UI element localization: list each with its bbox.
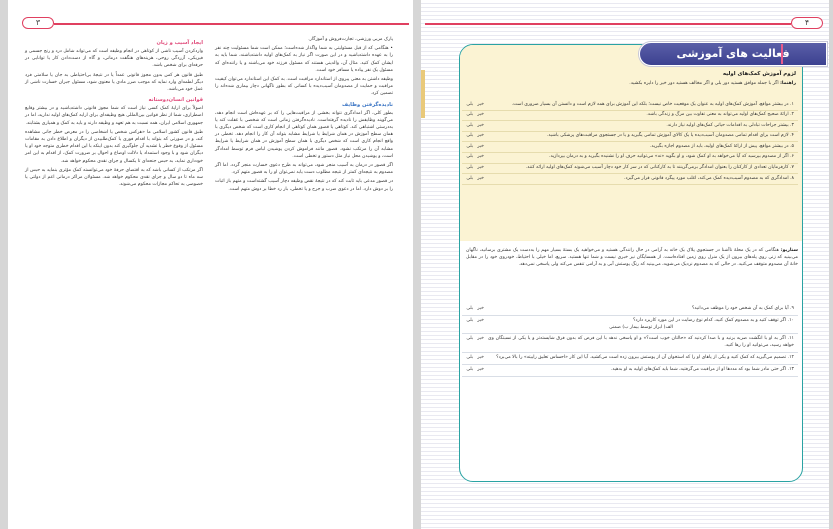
yes-option[interactable]: بلی xyxy=(466,336,473,342)
statement-row xyxy=(462,174,798,185)
text-column-left xyxy=(25,36,203,190)
no-option[interactable]: خیر xyxy=(477,154,484,160)
yes-option[interactable]: بلی xyxy=(466,143,473,149)
question-text: ۱۱. اگر به او با انگشت ضربه بزنید و با صدا کردنید که «حالتان خوب است؟» و او پاسخی ندهد با این فرض که بدون فرق شایسته‌تر و یا یکی از نسبتگان وی خواهد رسید، می‌توانید او را رها کنید. xyxy=(488,336,794,349)
no-option[interactable]: خیر xyxy=(477,101,484,107)
no-option[interactable]: خیر xyxy=(477,366,484,372)
text-column-right xyxy=(215,36,393,195)
yes-option[interactable]: بلی xyxy=(466,154,473,160)
yes-option[interactable]: بلی xyxy=(466,317,473,323)
no-option[interactable]: خیر xyxy=(477,317,484,323)
paragraph: بطور کلی، اگر امدادگری نتواند بخشی از مراقبت‌هایی را که بر عهده‌اش است انجام دهد، می‌گویند وظایفش را نادیده گرفته‌است. نادیده‌گرفتن زمانی است که شخصی با غفلت کند یا به‌درستی اشتباهی کند. کوتاهی یا قصور همان کوتاهی از انجام کاری است که شخص دیگری با همان سطح آموزش در همان شرایط یا شرایط مشابه بتواند آن کار را انجام دهد. تخطی در واقع انجام کاری است که شخص دیگری با همان سطح آموزش در همان شرایط یا شرایط مشابه آن را مرتکب نشود. قصور مانند فراموش کردن پوشیدن لباس فرم توسط امدادگر است، و پوشیدن محل نیاز مثل دستور و تخطی است. xyxy=(215,110,393,159)
question-body: ۱۰. اگر توقف کنید و به مصدوم کمک کنید، کدام نوع رضایت در این مورد کاربرد دارد؟ xyxy=(633,317,794,323)
statement-text: ۶. اگر از مصدوم بپرسید که آیا می‌خواهد به او کمک شود، و او بگوید «نه» می‌توانید حرف او را نشنیده بگیرید و به درمان بپردازید. xyxy=(549,154,794,160)
yes-option[interactable]: بلی xyxy=(466,133,473,139)
right-page xyxy=(421,0,829,529)
no-option[interactable]: خیر xyxy=(477,175,484,181)
statement-row xyxy=(462,100,798,111)
yes-option[interactable]: بلی xyxy=(466,354,473,360)
statement-list xyxy=(462,100,798,185)
section-heading: قوانین انسان‌دوستانه xyxy=(148,97,203,104)
no-option[interactable]: خیر xyxy=(477,122,484,128)
paragraph: وظیفه داشتن به معنی پیروی از استاندارد مراقبت است. به کمک این استاندارد می‌توان کیفیت مراقبت و حمایت از مصدومان آسیب‌دیده با کسانی که بطور ناگهانی دچار بیماری شده‌اند را تضمین کرد. xyxy=(215,77,393,97)
no-option[interactable]: خیر xyxy=(477,165,484,171)
guide-body: اگر با جمله موافق هستید دور بلی و اگر مخالف هستید دور خیر را دایره بکشید. xyxy=(629,81,781,86)
title-accent xyxy=(781,44,789,64)
yes-option[interactable]: بلی xyxy=(466,175,473,181)
scenario-questions xyxy=(462,304,798,377)
question-text: ۱۲. تصمیم می‌گیرید که کمک کنید و یکی از پاهای او را که استخوان آن از پوستش بیرون زده است می‌کشید. آیا این کار «احساس تعلیق راییته» را بالا می‌برد؟ xyxy=(496,354,794,360)
left-page xyxy=(8,0,413,529)
yes-option[interactable]: بلی xyxy=(466,366,473,372)
paragraph: • هنگامی که از قبل مسئولیتی به شما واگذار شده‌است؛ ممکن است شما مسئولیت چند نفر را به عهده داشته‌باشید و در این صورت اگر نیاز به کمک‌های اولیه داشته‌باشند، شما باید به ایشان کمک کنید. مثال آن، والدینی هستند که مسئول فرزند خود می‌باشند و یا راننده‌ای که مسئول یک نفر پیاده یا مسافر خود است. xyxy=(215,46,393,73)
question-text: ۹. آیا برای کمک به آن شخص خود را موظف می‌دانید؟ xyxy=(691,306,794,311)
statement-row xyxy=(462,153,798,164)
statement-text: ۷. کارفرمایان تعدادی از کارکنان را بعنوان امدادگر برمی‌گزینند تا به کارکنانی که در سر کار خود دچار آسیب می‌شوند کمک‌های اولیه ارائه کنند. xyxy=(525,165,794,171)
yes-option[interactable]: بلی xyxy=(466,112,473,118)
statement-row xyxy=(462,121,798,132)
section-heading: ایجاد آسیب و زیان xyxy=(156,40,203,46)
question-row xyxy=(462,365,798,377)
yes-option[interactable]: بلی xyxy=(466,122,473,128)
question-options: الف) ابراز توسط بیمار ب) ضمنی xyxy=(609,324,673,330)
no-option[interactable]: خیر xyxy=(477,306,484,311)
question-text: ۱۳. اگر حتی مادر شما بود که مددها او از مراقبت می‌گرفتید، شما باید کمک‌های اولیه به او بدهید. xyxy=(610,366,794,372)
yes-option[interactable]: بلی xyxy=(466,101,473,107)
no-option[interactable]: خیر xyxy=(477,133,484,139)
statement-text: ۴. لازم است برای اقدام تمامی مصدومان آسیب‌دیده یا یک کالای آموزش تمامی یگیرید و یا در جستجوی مراقبت‌های پزشکی باشید. xyxy=(546,133,794,139)
page-number: ۳ xyxy=(22,17,54,29)
no-option[interactable]: خیر xyxy=(477,354,484,360)
question-row xyxy=(462,334,798,353)
statement-row xyxy=(462,111,798,122)
statement-row xyxy=(462,132,798,143)
section-heading: نادیده‌گرفتن وظایف xyxy=(342,101,393,108)
header-rule xyxy=(54,23,409,25)
question-text xyxy=(484,318,798,332)
yes-option[interactable]: بلی xyxy=(466,165,473,171)
scenario-label: سناریو: xyxy=(780,248,798,253)
guide-label: راهنما: xyxy=(780,81,796,86)
no-option[interactable]: خیر xyxy=(477,143,484,149)
header-rule xyxy=(425,23,791,25)
statement-text: ۵. در بیشتر مواقع، پیش از ارائهٔ کمک‌های اولیه، باید از مصدوم اجازه بگیرید. xyxy=(649,143,794,149)
no-option[interactable]: خیر xyxy=(477,112,484,118)
paragraph: طبق قانون کشور اسلامی ما «هرکس شخص یا اشخاصی را در معرض خطر جانی مشاهده کند، و در صورتی که بتواند با اقدام فوری یا کمک‌طلبیدن از دیگران و اطلاع دادن به مقامات مسئول از وقوع خطر یا تشدید آن جلوگیری کند بدون اینکه با این اقدام خطری متوجه خود او یا دیگران شود و با وجود استمداد یا دلالت اوضاع و احوال بر ضرورت کمک، از اقدام به این امر خودداری نماید، به حبس جنحه‌ای تا یکسال و جزای نقدی محکوم خواهد شد. xyxy=(25,129,203,164)
paragraph: طبق قانون هر کس بدون مجوز قانونی عمداً یا در نتیجهٔ بی‌احتیاطی به جان یا سلامتی فرد دیگر لطمه‌ای وارد نماید که موجب ضرر مادی یا معنوی شود، مسئول جبران خسارت ناشی از عمل خود می‌باشد. xyxy=(25,72,203,93)
question-row xyxy=(462,304,798,316)
question-row xyxy=(462,353,798,365)
scenario-body: هنگامی که در یک محلهٔ ناآشنا در جستجوی پلاک یک خانه به آرامی در حال رانندگی هستید و می‌خواهید یک بستهٔ بسیار مهم را به‌دست یک مشتری برسانید، ناگهان می‌بینید که زنی روی پله‌های بیرون از یک منزل روی زمین افتاده‌است. از همسایگان نیز خبری نیست و شما تنها هستید. سریع، اما خیلی با احتیاط، خودروی خود را در مقابل خانهٔ آن مصدوم متوقف می‌کنید. در حالی که به مصدوم نزدیک می‌شوید، می‌بینید که رنگ پوستش آبی و به آرامی تنفس می‌کند ولی پاسخی نمی‌دهد. xyxy=(466,248,798,267)
margin-marker xyxy=(421,70,425,118)
activity-title: فعالیت های آموزشی xyxy=(639,42,827,66)
activity-subtitle: لزوم آموزش کمک‌های اولیه xyxy=(722,71,796,77)
yes-option[interactable]: بلی xyxy=(466,306,473,311)
statement-text: ۱. در بیشتر مواقع، آموزش کمک‌های اولیه به عنوان یک موقعیت خاص نیست؛ بلکه این آموزش برای همه لازم است و دانستن آن بسیار ضروری است. xyxy=(511,101,794,107)
paragraph: اگر قصور در درمان به آسیب منجر شود، می‌تواند به طرح دعوی خسارت منجر گردد. اما اگر مصدوم به نتیجه‌ای کمتر از نتیجه مطلوب دست یابد نمی‌توان او را به قصور متهم کرد. xyxy=(215,163,393,176)
statement-row xyxy=(462,164,798,175)
question-row xyxy=(462,316,798,335)
scenario-text xyxy=(466,247,798,268)
paragraph: پارک مربی ورزشی، تجارت‌فروش و آموزگار. xyxy=(308,37,393,42)
statement-text: ۸. امدادگری که به مصدوم آسیب‌دیده کمک می‌کند، اغلب مورد پیگرد قانونی قرار می‌گیرد. xyxy=(624,175,794,181)
paragraph: اگر مرتکب از کسانی باشد که به اقتضای حرفهٔ خود می‌توانسته کمک مؤثری بنماید به حبس از سه ماه تا دو سال و جزای نقدی محکوم خواهد شد. مسئولان مراکز درمانی اعم از دولتی یا خصوصی به تحاکم مجازات محکوم می‌شوند. xyxy=(25,167,203,188)
paragraph: اصولاً برای ارایهٔ کمک کسی نیاز است که شما مجوز قانونی داشته‌باشید و در بیشتر وقایع اضطراری، شما از نظر قوانین بین‌المللی هیچ وظیفه‌ای برای ارایه کمک‌های اولیه ندارید، اما در جمهوری اسلامی ایران، همه نسبت به هم تعهد و وظیفه دارند و باید به کمک و همیاری بشتابند. xyxy=(25,106,203,126)
guide-text xyxy=(466,81,796,86)
statement-row xyxy=(462,142,798,153)
no-option[interactable]: خیر xyxy=(477,336,484,342)
statement-text: ۳. بیشتر جراحات تبادلی به اقدامات حیاتی کمک‌های اولیه نیاز دارند. xyxy=(666,122,794,128)
paragraph: وارد‌کردن آسیب ناشی از کوتاهی در انجام وظیفه است که می‌تواند شامل درد و رنج جسمی و فیزیکی، آزردگی روحی، هزینه‌های هنگفت درمانی، و گاه از دست‌دادن کار یا توانایی در حرفه‌ای برای شخص باشد. xyxy=(25,49,203,69)
paragraph: در قصور مدعی باید ثابت کند که در نتیجهٔ نقض وظیفه دچار آسیب گشته‌است و متهم باز اثبات را بر دوش دارد. اما در دعوی ضرب و جرح و یا تخطی، بار رد خطا بر دوش متهم است. xyxy=(215,179,393,192)
statement-text: ۲. ارائهٔ صحیح کمک‌های اولیه می‌تواند به معنی تفاوت بین مرگ و زندگی باشد. xyxy=(646,112,794,118)
page-number: ۴ xyxy=(791,17,823,29)
activity-box xyxy=(459,44,803,482)
